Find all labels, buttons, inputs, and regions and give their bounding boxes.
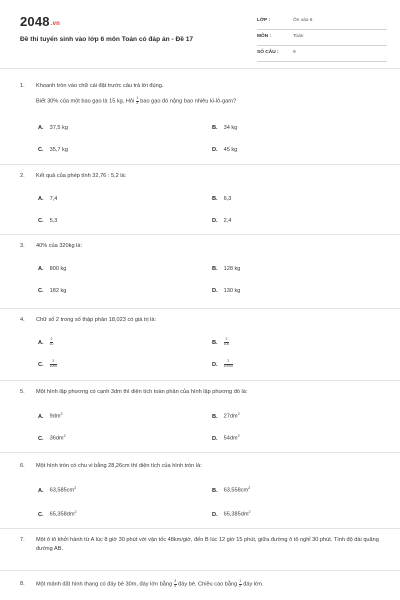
option-letter: B. — [212, 196, 218, 202]
option-letter: B. — [212, 125, 218, 131]
option-c[interactable] — [38, 147, 68, 153]
question-number: 5. — [20, 389, 25, 395]
option-letter: C. — [38, 288, 44, 294]
question-2 — [18, 172, 388, 232]
meta-row-class — [257, 16, 387, 30]
option-letter: B. — [212, 413, 218, 420]
option-b[interactable] — [212, 125, 237, 131]
option-letter: B. — [212, 339, 218, 346]
question-line — [18, 580, 388, 589]
question-number: 2. — [20, 173, 25, 179]
option-text: 63,558cm — [223, 487, 249, 494]
fraction-denominator: 10000 — [223, 363, 234, 368]
option-d[interactable] — [212, 288, 240, 294]
question-number: 1. — [20, 83, 25, 89]
divider — [0, 234, 400, 235]
question-text: Một hình lập phương có cạnh 3dm thì diện tích toàn phần của hình lập phương đó là: — [36, 389, 248, 395]
question-number: 6. — [20, 463, 25, 469]
question-6 — [18, 462, 388, 524]
meta-key: MÔN : — [257, 34, 272, 39]
divider — [0, 68, 400, 69]
option-b[interactable] — [212, 338, 229, 346]
option-text: 128 kg — [223, 266, 241, 272]
meta-row-subject — [257, 32, 387, 46]
question-1 — [18, 82, 388, 164]
meta-box — [257, 16, 387, 64]
question-text: 40% của 320kg là: — [36, 243, 83, 249]
question-line — [18, 536, 388, 554]
option-text: 6,3 — [223, 196, 232, 202]
divider — [0, 164, 400, 165]
option-a[interactable] — [38, 338, 53, 346]
fraction-denominator: 10 — [49, 341, 54, 346]
question-number: 7. — [20, 537, 25, 543]
option-d[interactable] — [212, 510, 251, 518]
question-text: Khoanh tròn vào chữ cái đặt trước câu trả lời đúng. — [36, 83, 164, 89]
option-letter: A. — [38, 196, 44, 202]
fraction-numerator: 2 — [225, 337, 228, 341]
option-letter: C. — [38, 147, 44, 153]
fraction-numerator: 3 — [174, 579, 177, 583]
meta-value: Toán — [293, 34, 304, 39]
option-a[interactable] — [38, 486, 76, 494]
question-4 — [18, 316, 388, 376]
fraction-denominator: 1000 — [49, 363, 58, 368]
fraction-denominator: 2 — [174, 583, 177, 588]
question-text: Chữ số 2 trong số thập phân 18,023 có giá trị là: — [36, 317, 157, 323]
option-text: 37,5 kg — [49, 125, 68, 131]
option-letter: A. — [38, 266, 44, 272]
option-d[interactable] — [212, 360, 233, 368]
option-text: 45 kg — [223, 147, 238, 153]
superscript: 2 — [60, 412, 63, 416]
question-text: Một hình tròn có chu vi bằng 28,26cm thì diện tích của hình tròn là: — [36, 463, 202, 469]
option-text: 182 kg — [49, 288, 67, 294]
option-text: 35,7 kg — [49, 147, 68, 153]
text-part: Một mảnh đất hình thang có đáy bé 30m, đáy lớn bằng — [36, 581, 174, 588]
option-text: 7,4 — [49, 196, 58, 202]
option-text: 130 kg — [223, 288, 241, 294]
question-number: 3. — [20, 243, 25, 249]
option-a[interactable] — [38, 412, 63, 420]
option-c[interactable] — [38, 288, 66, 294]
text-part: đáy bé. Chiều cao bằng — [176, 581, 239, 588]
option-d[interactable] — [212, 434, 240, 442]
superscript: 2 — [248, 486, 251, 490]
option-b[interactable] — [212, 196, 231, 202]
divider — [0, 452, 400, 453]
site-logo[interactable] — [20, 14, 60, 29]
meta-key: LỚP : — [257, 18, 271, 23]
option-letter: C. — [38, 218, 44, 224]
question-number: 4. — [20, 317, 25, 323]
option-fraction — [224, 338, 230, 346]
question-text: Kết quả của phép tính 32,76 : 5,2 là: — [36, 173, 127, 179]
option-fraction — [50, 338, 54, 346]
subtext-part: Biết 30% của một bao gạo là 15 kg. Hỏi — [36, 98, 136, 105]
question-7 — [18, 536, 388, 566]
logo-text: 2048 — [20, 14, 50, 29]
option-c[interactable] — [38, 434, 66, 442]
option-b[interactable] — [212, 412, 240, 420]
fraction-numerator: 1 — [239, 579, 242, 583]
question-subtext — [36, 97, 388, 106]
superscript: 2 — [63, 434, 66, 438]
option-letter: D. — [212, 361, 218, 368]
superscript: 2 — [248, 510, 251, 514]
option-d[interactable] — [212, 218, 231, 224]
option-c[interactable] — [38, 218, 57, 224]
meta-row-count — [257, 48, 387, 62]
text-part: đáy lớn. — [241, 581, 264, 588]
meta-key: SỐ CÂU : — [257, 50, 279, 55]
divider — [0, 528, 400, 529]
superscript: 2 — [74, 510, 77, 514]
option-a[interactable] — [38, 125, 68, 131]
question-8 — [18, 580, 388, 594]
option-text: 36dm — [49, 435, 64, 442]
option-text: 800 kg — [49, 266, 67, 272]
option-letter: B. — [212, 266, 218, 272]
option-letter: D. — [212, 147, 218, 153]
option-letter: A. — [38, 487, 44, 494]
question-line — [18, 242, 388, 250]
option-text: 5,3 — [49, 218, 58, 224]
document-title: Đề thi tuyển sinh vào lớp 6 môn Toán có đáp án - Đề 17 — [20, 36, 194, 43]
logo-suffix: .vn — [50, 21, 61, 27]
meta-value: Ôn vào 6 — [293, 18, 313, 23]
option-text: 63,585cm — [49, 487, 75, 494]
option-a[interactable] — [38, 196, 57, 202]
question-number: 8. — [20, 581, 25, 587]
option-fraction — [50, 360, 58, 368]
option-fraction — [224, 360, 233, 368]
question-3 — [18, 242, 388, 302]
fraction-denominator: 2 — [239, 583, 242, 588]
meta-value: 9 — [293, 50, 296, 55]
question-line — [18, 462, 388, 470]
option-letter: D. — [212, 511, 218, 518]
superscript: 2 — [237, 434, 240, 438]
fraction-numerator: 2 — [224, 360, 233, 365]
option-a[interactable] — [38, 266, 66, 272]
option-d[interactable] — [212, 147, 237, 153]
fraction-numerator: 2 — [50, 337, 53, 341]
option-text: 2,4 — [223, 218, 232, 224]
superscript: 2 — [74, 486, 77, 490]
question-line — [18, 316, 388, 324]
fraction-denominator: 100 — [223, 341, 230, 346]
option-letter: A. — [38, 339, 44, 346]
divider — [0, 308, 400, 309]
option-letter: D. — [212, 435, 218, 442]
divider — [0, 570, 400, 571]
question-5 — [18, 388, 388, 450]
option-text: 65,385dm — [223, 511, 249, 518]
option-c[interactable] — [38, 360, 57, 368]
subtext-part: bao gạo đó nặng bao nhiêu ki-lô-gam? — [138, 98, 237, 105]
option-text: 9dm — [49, 413, 61, 420]
option-letter: D. — [212, 218, 218, 224]
header — [18, 12, 388, 64]
superscript: 2 — [237, 412, 240, 416]
option-b[interactable] — [212, 486, 250, 494]
option-letter: C. — [38, 435, 44, 442]
option-c[interactable] — [38, 510, 77, 518]
option-letter: B. — [212, 487, 218, 494]
option-letter: A. — [38, 125, 44, 131]
question-line — [18, 172, 388, 180]
fraction-numerator: 1 — [136, 96, 139, 100]
question-line — [18, 388, 388, 396]
option-letter: C. — [38, 361, 44, 368]
fraction-numerator: 2 — [50, 360, 58, 365]
option-text: 65,358dm — [49, 511, 75, 518]
option-text: 54dm — [223, 435, 238, 442]
question-text — [36, 580, 388, 589]
divider — [0, 380, 400, 381]
question-text: Một ô tô khởi hành từ A lúc 8 giờ 30 phút với vận tốc 48km/giờ, đến B lúc 12 giờ 15 phút, giữa đường ô tô nghỉ 30 phút. Tính độ dài quãng đường AB. — [36, 537, 379, 552]
option-letter: C. — [38, 511, 44, 518]
option-text: 34 kg — [223, 125, 238, 131]
option-b[interactable] — [212, 266, 240, 272]
option-letter: A. — [38, 413, 44, 420]
question-line — [18, 82, 388, 90]
option-letter: D. — [212, 288, 218, 294]
option-text: 27dm — [223, 413, 238, 420]
fraction-denominator: 2 — [136, 100, 139, 105]
